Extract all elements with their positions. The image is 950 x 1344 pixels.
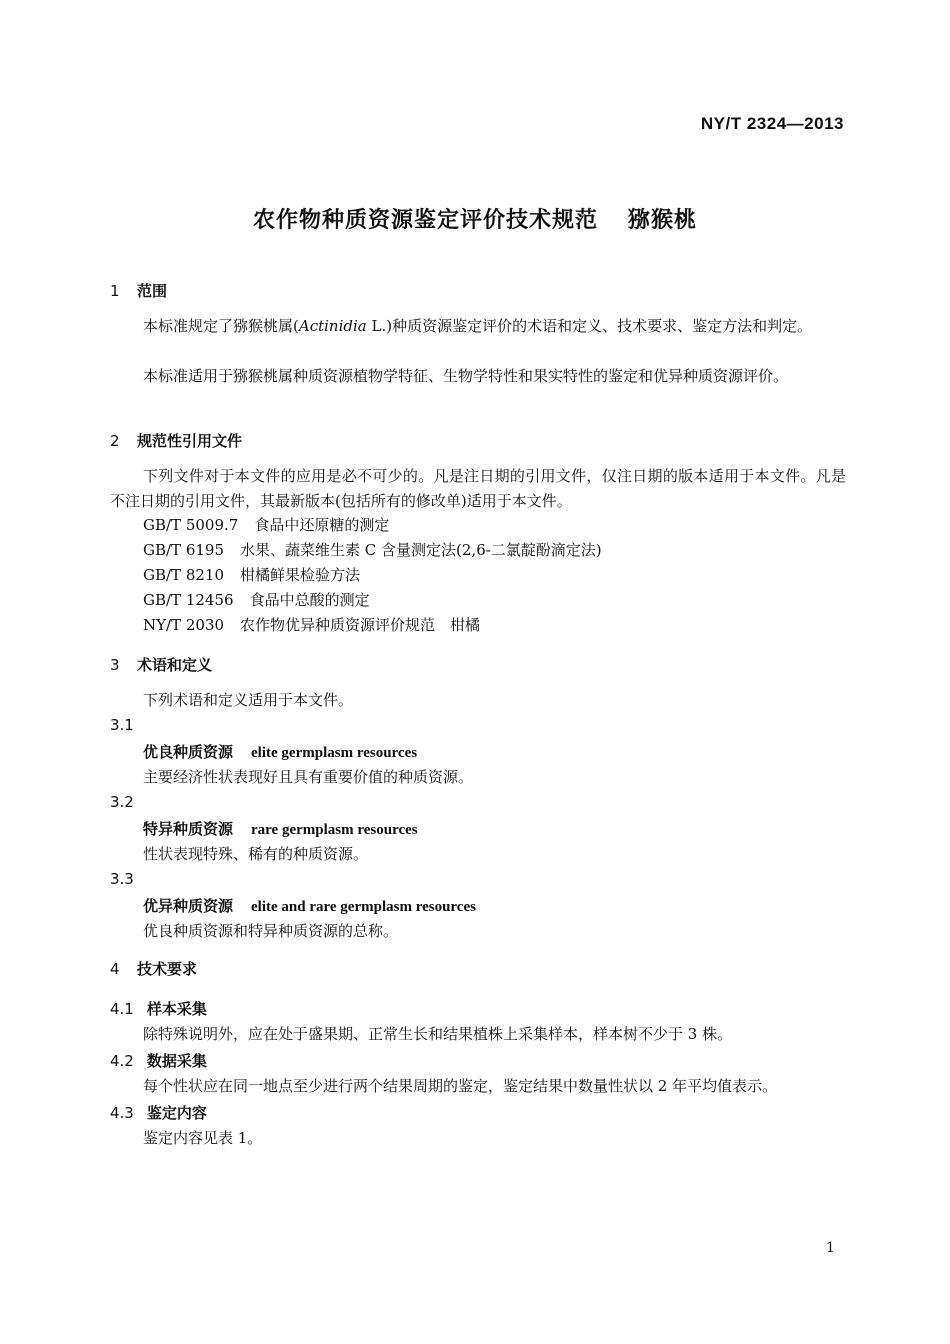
subsection-title: 数据采集 [146,1052,207,1070]
subsection-text: 每个性状应在同一地点至少进行两个结果周期的鉴定，鉴定结果中数量性状以 2 年平均值表示。 [143,1077,778,1095]
reference-item [143,614,480,635]
section-4-heading [110,958,197,979]
section-4-number: 4 [110,960,120,978]
subsection-number: 4.2 [110,1052,134,1070]
term-definition: 优良种质资源和特异种质资源的总称。 [143,922,399,940]
section-1-title: 范围 [137,282,168,300]
term-number: 3.1 [110,716,134,734]
term-name-en: elite germplasm resources [251,745,418,761]
section-3-heading [110,654,212,675]
section-1-heading [110,280,167,301]
title-main: 农作物种质资源鉴定评价技术规范 [252,208,598,233]
term-name-cn: 特异种质资源 [143,820,234,838]
section-3-paragraph-1: 下列术语和定义适用于本文件。 [143,691,354,709]
reference-title: 食品中还原糖的测定 [254,516,390,534]
section-1-paragraph-2: 本标准适用于猕猴桃属种质资源植物学特征、生物学特性和果实特性的鉴定和优异种质资源评价。 [143,367,789,385]
subsection-title: 样本采集 [146,1000,207,1018]
term-definition: 主要经济性状表现好且具有重要价值的种质资源。 [143,768,474,786]
reference-title: 柑橘鲜果检验方法 [240,566,361,584]
term-name-en: elite and rare germplasm resources [251,899,476,915]
term-number: 3.3 [110,870,134,888]
section-2-paragraph-1: 下列文件对于本文件的应用是必不可少的。凡是注日期的引用文件，仅注日期的版本适用于本文件。凡是不注日期的引用文件，其最新版本(包括所有的修改单)适用于本文件。 [110,467,846,510]
page-number: 1 [826,1240,835,1256]
reference-item [143,539,602,560]
reference-item [143,564,360,585]
reference-code: GB/T 8210 [143,566,225,584]
subsection-title: 鉴定内容 [146,1104,207,1122]
term-name-cn: 优异种质资源 [143,897,234,915]
subsection-heading [110,1050,207,1071]
term-name-en: rare germplasm resources [251,822,418,838]
section-2-title: 规范性引用文件 [137,432,243,450]
subsection-text: 鉴定内容见表 1。 [143,1129,263,1147]
subsection-heading [110,998,207,1019]
reference-item [143,514,389,535]
document-title [0,203,950,234]
section-2-number: 2 [110,432,120,450]
term-name [143,818,418,839]
term-name [143,741,417,762]
term-number: 3.2 [110,793,134,811]
reference-title: 农作物优异种质资源评价规范 柑橘 [240,616,481,634]
section-3-title: 术语和定义 [137,656,213,674]
subsection-heading [110,1102,207,1123]
section-1-paragraph-1 [110,314,846,339]
reference-code: GB/T 6195 [143,541,225,559]
subsection-number: 4.1 [110,1000,134,1018]
term-definition: 性状表现特殊、稀有的种质资源。 [143,845,369,863]
section-1-number: 1 [110,282,120,300]
reference-title: 食品中总酸的测定 [249,591,370,609]
term-name-cn: 优良种质资源 [143,743,234,761]
reference-code: GB/T 5009.7 [143,516,239,534]
term-name [143,895,476,916]
p1-text-before: 本标准规定了猕猴桃属( [143,317,299,335]
p1-text-after: L.)种质资源鉴定评价的术语和定义、技术要求、鉴定方法和判定。 [366,317,813,335]
section-2-heading [110,430,242,451]
reference-code: NY/T 2030 [143,616,225,634]
standard-number: NY/T 2324—2013 [700,114,844,133]
subsection-text: 除特殊说明外，应在处于盛果期、正常生长和结果植株上采集样本，样本树不少于 3 株。 [143,1025,733,1043]
title-sub: 猕猴桃 [628,208,698,233]
section-3-number: 3 [110,656,120,674]
section-4-title: 技术要求 [137,960,198,978]
reference-item [143,589,370,610]
reference-title: 水果、蔬菜维生素 C 含量测定法(2,6-二氯靛酚滴定法) [240,541,602,559]
reference-code: GB/T 12456 [143,591,234,609]
subsection-number: 4.3 [110,1104,134,1122]
genus-name: Actinidia [298,317,367,335]
